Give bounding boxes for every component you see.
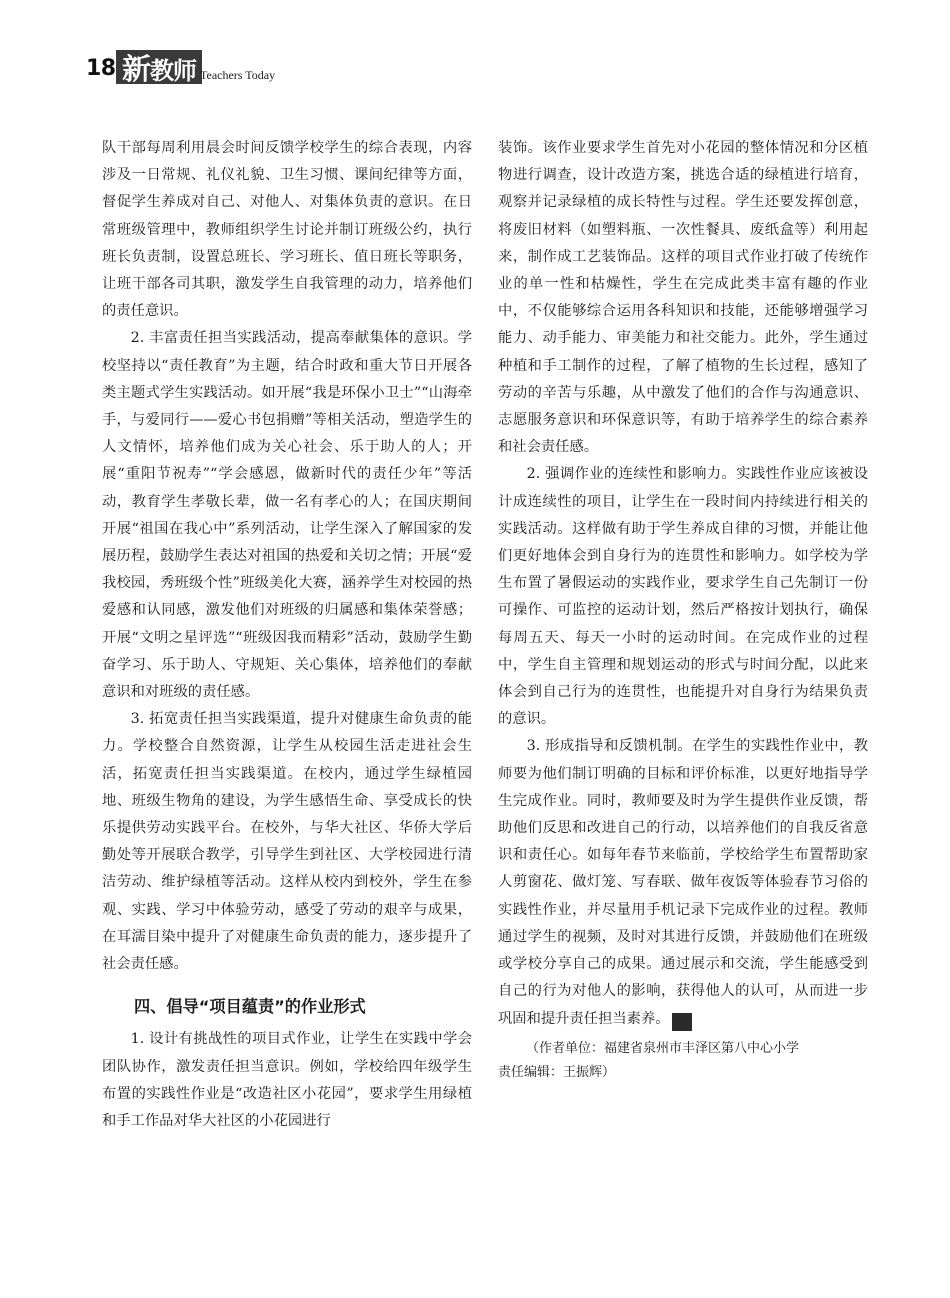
left-column <box>102 135 472 1135</box>
left-paragraph-4: 1. 设计有挑战性的项目式作业，让学生在实践中学会团队协作，激发责任担当意识。例如，学校给四年级学生布置的实践性作业是“改造社区小花园”，要求学生用绿植和手工作品对华大社区的小花园进行 <box>102 1031 472 1129</box>
left-paragraph-1: 队干部每周利用晨会时间反馈学校学生的综合表现，内容涉及一日常规、礼仪礼貌、卫生习惯、课间纪律等方面，督促学生养成对自己、对他人、对集体负责的意识。在日常班级管理中，教师组织学生讨论并制订班级公约，执行班长负责制，设置总班长、学习班长、值日班长等职务，让班干部各司其职，激发学生自我管理的动力，培养他们的责任意识。 <box>102 140 472 320</box>
left-paragraph-2: 2. 丰富责任担当实践活动，提高奉献集体的意识。学校坚持以“责任教育”为主题，结合时政和重大节日开展各类主题式学生实践活动。如开展“我是环保小卫士”“山海牵手，与爱同行——爱心书包捐赠”等相关活动，塑造学生的人文情怀，培养他们成为关心社会、乐于助人的人；开展“重阳节祝寿”“学会感恩，做新时代的责任少年”等活动，教育学生孝敬长辈，做一名有孝心的人；在国庆期间开展“祖国在我心中”系列活动，让学生深入了解国家的发展历程，鼓励学生表达对祖国的热爱和关切之情；开展“爱我校园，秀班级个性”班级美化大赛，涵养学生对校园的热爱感和认同感，激发他们对班级的归属感和集体荣誉感；开展“文明之星评选”“班级因我而精彩”活动，鼓励学生勤奋学习、乐于助人、守规矩、关心集体，培养他们的奉献意识和对班级的责任感。 <box>102 330 472 701</box>
author-footnote <box>498 1037 868 1085</box>
magazine-title-cn <box>122 47 196 88</box>
page-number: 18 <box>86 56 116 81</box>
page-header <box>86 50 406 86</box>
magazine-masthead <box>116 50 202 84</box>
right-paragraph-2: 2. 强调作业的连续性和影响力。实践性作业应该被设计成连续性的项目，让学生在一段时间内持续进行相关的实践活动。这样做有助于学生养成自律的习惯，并能让他们更好地体会到自身行为的连贯性和影响力。如学校为学生布置了暑假运动的实践作业，要求学生自己先制订一份可操作、可监控的运动计划，然后严格按计划执行，确保每周五天、每天一小时的运动时间。在完成作业的过程中，学生自主管理和规划运动的形式与时间分配，以此来体会到自己行为的连贯性，也能提升对自身行为结果负责的意识。 <box>498 466 868 728</box>
right-paragraph-3 <box>498 733 868 1032</box>
left-paragraph-3: 3. 拓宽责任担当实践渠道，提升对健康生命负责的能力。学校整合自然资源，让学生从校园生活走进社会生活，拓宽责任担当实践渠道。在校内，通过学生绿植园地、班级生物角的建设，为学生感悟生命、享受成长的快乐提供劳动实践平台。在校外，与华大社区、华侨大学后勤处等开展联合教学，引导学生到社区、大学校园进行清洁劳动、维护绿植等活动。这样从校内到校外，学生在参观、实践、学习中体验劳动，感受了劳动的艰辛与成果，在耳濡目染中提升了对健康生命负责的能力，逐步提升了社会责任感。 <box>102 711 472 973</box>
article-end-mark-icon: 新 <box>672 1013 692 1031</box>
magazine-title-en: Teachers Today <box>200 68 276 82</box>
section-heading: 四、倡导“项目蕴责”的作业形式 <box>134 997 366 1017</box>
right-paragraph-1: 装饰。该作业要求学生首先对小花园的整体情况和分区植物进行调查，设计改造方案，挑选合适的绿植进行培育，观察并记录绿植的成长特性与过程。学生还要发挥创意，将废旧材料（如塑料瓶、一次性餐具、废纸盒等）利用起来，制作成工艺装饰品。这样的项目式作业打破了传统作业的单一性和枯燥性，学生在完成此类丰富有趣的作业中，不仅能够综合运用各科知识和技能，还能够增强学习能力、动手能力、审美能力和社交能力。此外，学生通过种植和手工制作的过程，了解了植物的生长过程，感知了劳动的辛苦与乐趣，从中激发了他们的合作与沟通意识、志愿服务意识和环保意识等，有助于培养学生的综合素养和社会责任感。 <box>498 140 868 456</box>
responsible-editor: 责任编辑：王振辉） <box>498 1064 616 1080</box>
magazine-title-rest: 教师 <box>150 56 197 85</box>
author-affiliation: （作者单位：福建省泉州市丰泽区第八中心小学 <box>526 1040 800 1056</box>
right-paragraph-3-text: 3. 形成指导和反馈机制。在学生的实践性作业中，教师要为他们制订明确的目标和评价标准，以更好地指导学生完成作业。同时，教师要及时为学生提供作业反馈，帮助他们反思和改进自己的行动，以培养他们的自我反省意识和责任心。如每年春节来临前，学校给学生布置帮助家人剪窗花、做灯笼、写春联、做年夜饭等体验春节习俗的实践性作业，并尽量用手机记录下完成作业的过程。教师通过学生的视频，及时对其进行反馈，并鼓励他们在班级或学校分享自己的成果。通过展示和交流，学生能感受到自己的行为对他人的影响，获得他人的认可，从而进一步巩固和提升责任担当素养。 <box>498 738 868 1027</box>
magazine-title-char1: 新 <box>122 51 151 86</box>
right-column <box>498 135 868 1085</box>
